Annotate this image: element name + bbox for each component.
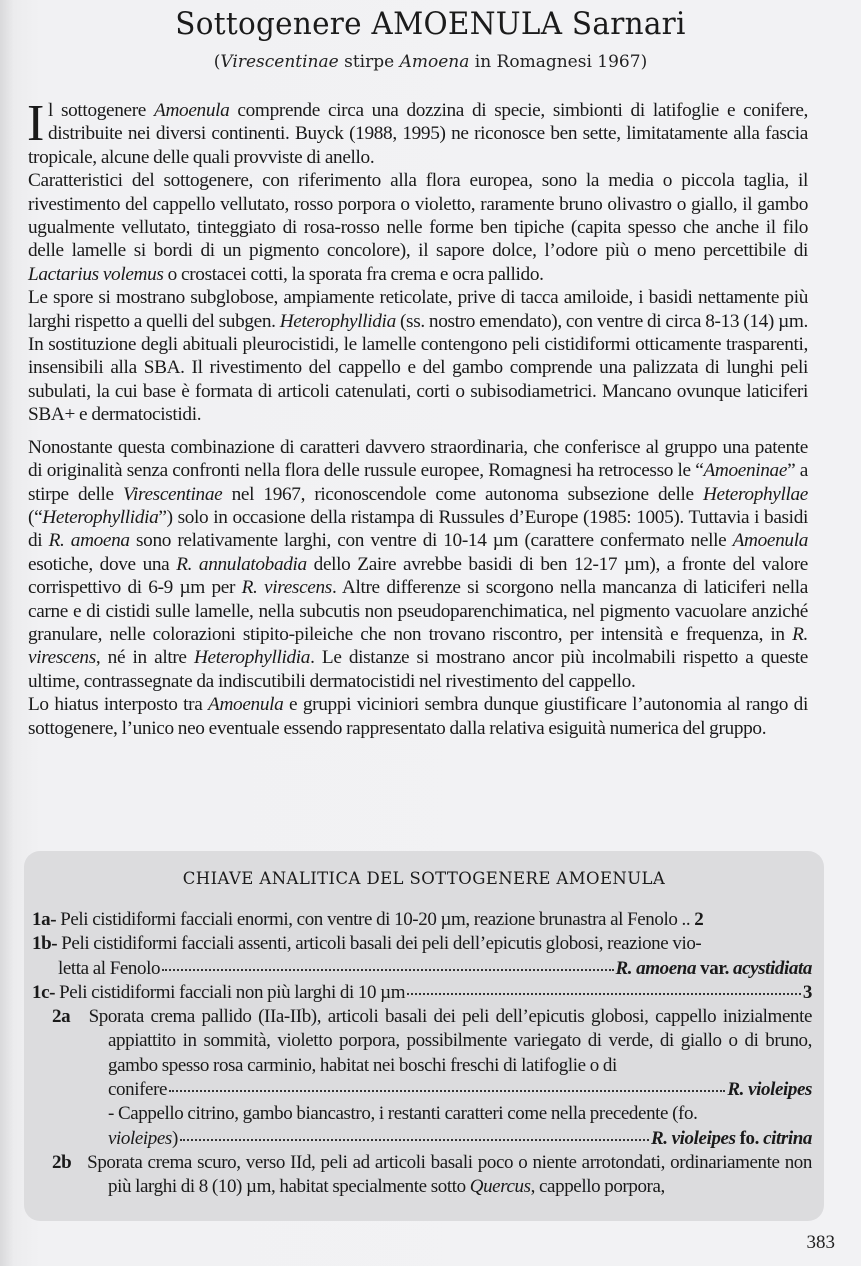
key-entry-label: 1b-: [32, 933, 58, 955]
key-entry-result: [727, 1078, 812, 1102]
text-run: ”) solo in occasione della ristampa di Russules d’Europe (1985: 1005). Tuttavia i basidi di: [28, 506, 808, 552]
key-entry-text: Peli cistidiformi facciali non più larghi di 10 µm: [55, 981, 406, 1003]
key-entry-1c: [32, 981, 812, 1005]
text-run: Le spore si mostrano subglobose, ampiamente reticolate, prive di tacca amiloide, i basidi nettamente più larghi rispetto a quelli del subgen.: [28, 287, 808, 332]
text-run: o crostacei cotti, la sporata fra crema e ocra pallido.: [163, 263, 544, 285]
text-run: fo.: [735, 1127, 764, 1149]
paragraph-conclusion: [28, 693, 808, 740]
text-run: var.: [696, 957, 734, 979]
taxon-name: violeipes: [108, 1127, 172, 1149]
key-entry-label: 2b: [52, 1151, 72, 1173]
key-entry-text: Sporata crema scuro, verso IId, peli ad articoli basali poco o niente arrotondati, ordinariamente non più larghi di 8 (10) µm, habitat specialmente sotto: [82, 1151, 812, 1198]
text-run: sono relativamente larghi, con ventre di 10-14 µm (carattere confermato nelle: [129, 530, 733, 552]
page-subtitle: [0, 52, 861, 72]
key-entry-result: 2: [694, 909, 704, 930]
paragraph-intro: [27, 95, 808, 169]
dot-leader: [407, 992, 801, 995]
key-entry-leader-line: [52, 1127, 812, 1151]
key-entry-text: letta al Fenolo: [58, 957, 161, 979]
main-text: [27, 95, 808, 740]
text-run: Caratteristici del sottogenere, con riferimento alla flora europea, sono la media o piccola taglia, il rivestimento del cappello vellutato, rosso porpora o violetto, raramente bruno olivastro o giallo, il gambo ugualmente vellutato, tinteggiato di rosa-rosso nelle forme ben tipiche (capita spesso che anche il filo delle lamelle si bordi di un pigmento concolore), il sapore dolce, l’odore più o meno percettibile di: [28, 170, 808, 262]
key-entry-2b: [32, 1151, 812, 1200]
key-entry-result: [651, 1127, 812, 1151]
paragraph-classification: [28, 436, 808, 693]
taxon-name: Quercus: [469, 1176, 531, 1198]
key-entry-result: [616, 957, 813, 981]
key-entry-text: Peli cistidiformi facciali assenti, articoli basali dei peli dell’epicutis globosi, reazione vio-: [57, 933, 702, 955]
key-entry-leader-line: [52, 1078, 812, 1102]
taxon-name: Heterophyllidia: [279, 310, 396, 332]
taxon-name: Amoenula: [732, 530, 808, 552]
text-run: esotiche, dove una: [28, 553, 177, 575]
taxon-name: R. amoena: [615, 957, 697, 979]
dot-leader: [169, 1089, 725, 1092]
subtitle-taxon: Virescentinae: [220, 52, 339, 72]
paragraph-characteristics: [28, 169, 808, 286]
taxon-name: Virescentinae: [123, 483, 223, 505]
taxon-name: R. annulatobadia: [176, 553, 307, 575]
text-run: . Altre differenze si scorgono nella mancanza di laticiferi nella carne e di cistidi sulle lamelle, nella subcutis non pseudoparenchimatica, nel pigmento vacuolare anziché granulare, nelle colorazioni stipito-pileiche che non trovano riscontro, per intensità e frequenza, in: [28, 577, 808, 645]
taxon-name: R. amoena: [48, 530, 130, 552]
text-run: , né in altre: [95, 647, 194, 669]
key-entry-text: - Cappello citrino, gambo biancastro, i restanti caratteri come nella precedente (fo.: [108, 1103, 698, 1125]
taxon-name: Heterophyllae: [702, 483, 808, 505]
text-run: dello Zaire avrebbe basidi di ben 12-17 µm), a fronte del valore corrispettivo di 6-9 µm per: [28, 553, 808, 599]
taxon-name: Amoenula: [208, 694, 284, 716]
page-title: Sottogenere AMOENULA Sarnari: [175, 6, 686, 42]
text-run: nel 1967, riconoscendole come autonoma subsezione delle: [222, 483, 703, 505]
text-run: . Le distanze si mostrano ancor più incolmabili rispetto a queste ultime, contrassegnate da indiscutibili dermatocistidi nel rivestimento del cappello.: [28, 647, 808, 692]
key-entry-text: Sporata crema pallido (IIa-IIb), articoli basali dei peli dell’epicutis globosi, cappello inizialmente appiattito in sommità, violetto porpora, possibilmente variegato di verde, di giallo o di bruno, gambo spesso rosa carminio, habitat nei boschi freschi di latifoglie o di: [82, 1006, 812, 1076]
paragraph-spores: [28, 286, 808, 426]
text-run: (ss. nostro emendato), con ventre di circa 8-13 (14) µm. In sostituzione degli abituali pleurocistidi, le lamelle contengono peli cistidiformi otticamente trasparenti, insensibili alla SBA. Il rivestimento del cappello e del gambo comprende una palizzata di lunghi peli subulati, la cui base è formata di articoli catenulati, corti o subisodiametrici. Mancano ovunque laticiferi SBA+ e dermatocistidi.: [28, 310, 808, 426]
drop-cap: I: [27, 95, 44, 152]
key-entry-text: , cappello porpora,: [530, 1176, 665, 1198]
page-number: 383: [806, 1232, 835, 1253]
key-entry-label: 1c-: [32, 981, 56, 1003]
dot-leader: [180, 1138, 649, 1141]
key-entry-label: 1a-: [32, 909, 57, 930]
taxon-name: R. virescens: [241, 577, 332, 599]
key-entry-label: 2a: [52, 1006, 71, 1028]
taxon-name: Lactarius volemus: [28, 263, 164, 285]
subtitle-paren: (: [213, 52, 221, 72]
key-entry-text: ): [171, 1127, 178, 1149]
taxon-name: Amoenula: [154, 100, 230, 121]
key-entry-2a: [32, 1005, 812, 1151]
taxon-name: citrina: [763, 1127, 812, 1149]
taxon-name: Amoeninae: [703, 460, 788, 482]
text-run: comprende circa una dozzina di specie, simbionti di latifoglie e conifere, distribuite nei diversi continenti. Buyck (1988, 1995) ne riconosce ben sette, limitatamente alla fascia tropicale, alcune delle quali provviste di anello.: [28, 100, 808, 168]
text-run: e gruppi viciniori sembra dunque giustificare l’autonomia al rango di sottogenere, l’unico neo eventuale essendo rappresentato dalla relativa esiguità numerica del gruppo.: [28, 694, 808, 739]
taxon-name: Heterophyllidia: [42, 506, 159, 528]
dot-leader: [162, 968, 613, 971]
text-run: Nonostante questa combinazione di caratteri davvero straordinaria, che conferisce al gruppo una patente di originalità senza confronti nella flora delle russule europee, Romagnesi ha retrocesso le “: [28, 436, 808, 482]
subtitle-text: in Romagnesi 1967): [469, 52, 648, 72]
key-entry-1a: [32, 908, 812, 932]
taxon-name: R. virescens: [28, 623, 808, 669]
text-run: Lo hiatus interposto tra: [28, 694, 209, 716]
subtitle-taxon: Amoena: [399, 52, 470, 72]
key-entry-leader-line: [32, 957, 812, 981]
key-title: CHIAVE ANALITICA DEL SOTTOGENERE AMOENULA: [182, 869, 666, 888]
analytical-key-box: [24, 851, 824, 1221]
key-entry-text: Peli cistidiformi facciali enormi, con ventre di 10-20 µm, reazione brunastra al Fenolo ..: [56, 909, 695, 930]
subtitle-text: stirpe: [338, 52, 400, 72]
text-run: ” a stirpe delle: [28, 460, 808, 505]
text-run: l sottogenere: [47, 100, 155, 121]
key-entry-variant: [52, 1102, 812, 1126]
key-entry-text: conifere: [108, 1079, 168, 1101]
key-entry-result: 3: [802, 981, 812, 1003]
taxon-name: R. violeipes: [727, 1079, 812, 1101]
text-run: (“: [28, 506, 43, 528]
taxon-name: Heterophyllidia: [193, 647, 311, 669]
key-entry-1b: [32, 932, 812, 981]
taxon-name: R. violeipes: [650, 1127, 736, 1149]
taxon-name: acystidiata: [733, 957, 812, 979]
key-entries: [32, 908, 812, 1200]
